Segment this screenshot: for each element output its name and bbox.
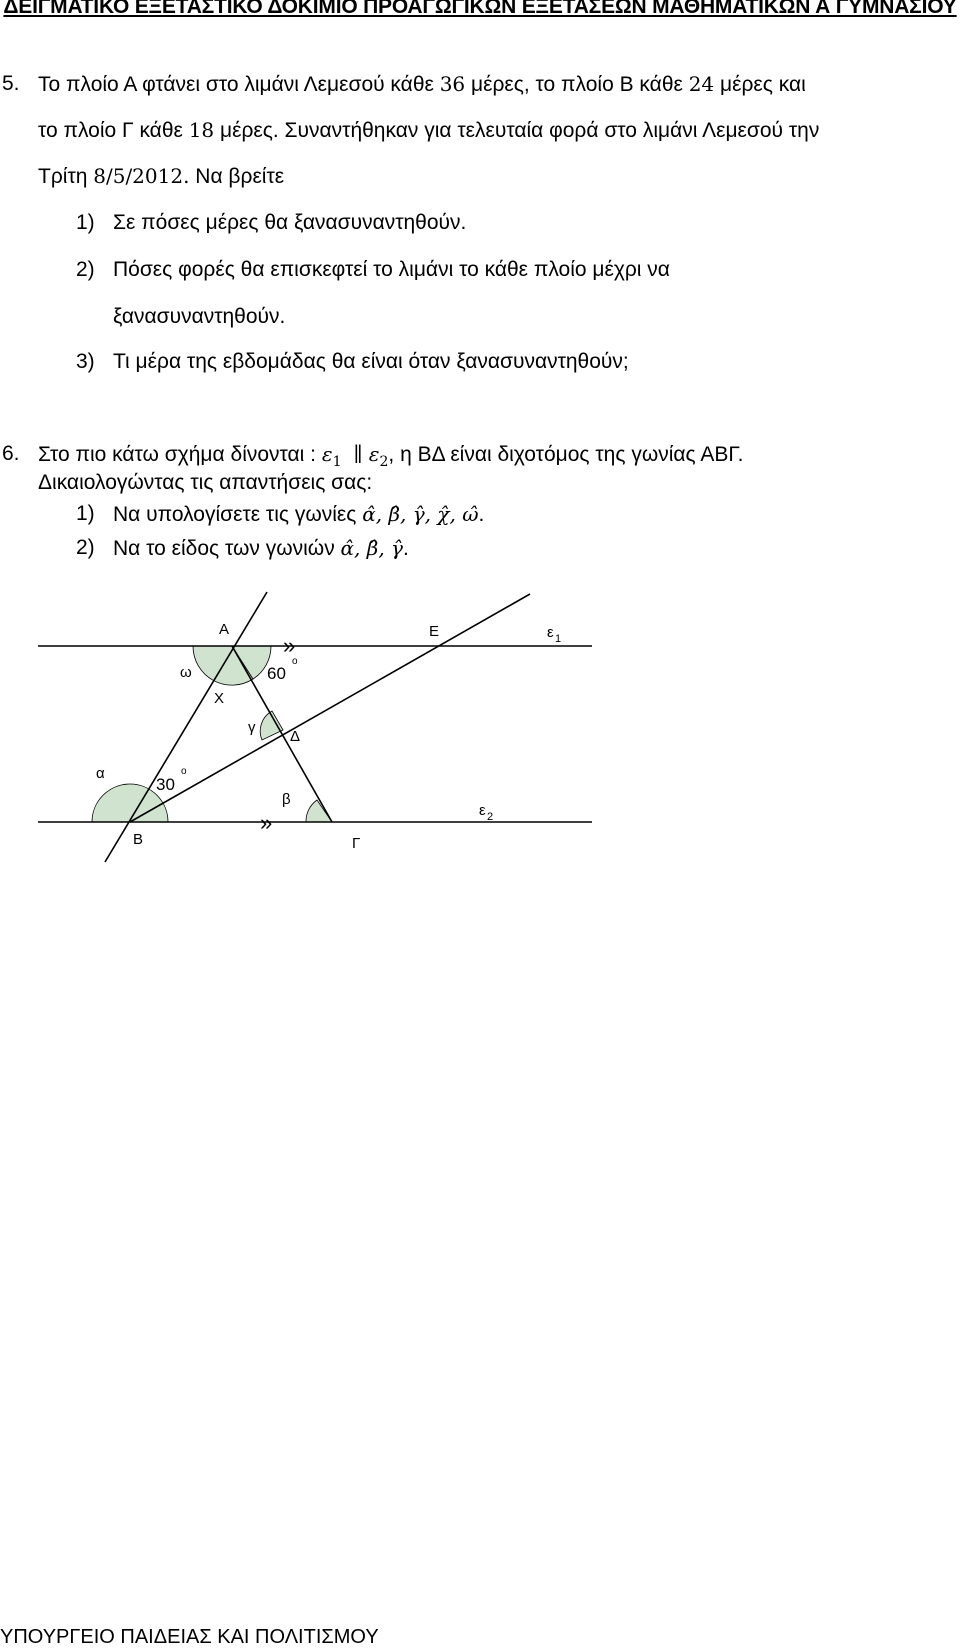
angle-sector-beta — [306, 800, 332, 822]
q6-item-1-number: 1) — [76, 502, 95, 525]
label-line-e1: ε — [547, 624, 554, 641]
q5-days-ship-g: 18 — [188, 118, 215, 142]
q6-parallel-symbol: ∥ — [353, 442, 363, 466]
q5-item-2-text: Πόσες φορές θα επισκεφτεί το λιμάνι το κάθε πλοίο μέχρι να — [113, 258, 670, 281]
label-line-e1-sub: 1 — [555, 633, 562, 645]
q6-item-2-angles: α̂, β̂, γ̂ — [340, 536, 403, 560]
label-point-G: Γ — [352, 835, 361, 852]
q5-line-2-text-a: το πλοίο Γ κάθε — [38, 119, 189, 142]
label-angle-omega: ω — [180, 664, 192, 681]
q5-item-1-number: 1) — [76, 211, 95, 234]
label-angle-alpha: α — [96, 765, 105, 782]
q6-item-1-end: . — [478, 503, 485, 526]
parallel-mark-top: » — [283, 633, 296, 658]
label-angle-60-degree: o — [292, 656, 298, 667]
q5-number: 5. — [2, 72, 20, 95]
q5-line-1-text-b: μέρες, το πλοίο Β κάθε — [465, 73, 689, 96]
q5-item-1-text: Σε πόσες μέρες θα ξανασυναντηθούν. — [113, 211, 467, 234]
q6-epsilon-2-sub: 2 — [379, 454, 389, 471]
q6-item-1-angles: α̂, β̂, γ̂, χ̂, ω̂ — [362, 502, 479, 526]
q5-line-1-text-c: μέρες και — [714, 73, 806, 96]
label-line-e2-sub: 2 — [487, 811, 494, 823]
q6-item-2-text-a: Να το είδος των γωνιών — [113, 537, 341, 560]
label-angle-beta: β — [282, 791, 291, 808]
footer-ministry: ΥΠΟΥΡΓΕΙΟ ΠΑΙΔΕΙΑΣ ΚΑΙ ΠΟΛΙΤΙΣΜΟΥ — [0, 1626, 379, 1648]
label-point-E: Ε — [429, 623, 440, 640]
q5-line-3-text-b: Να βρείτε — [189, 165, 285, 188]
label-angle-60: 60 — [267, 664, 286, 683]
line-BE — [130, 594, 530, 822]
q6-line-2: Δικαιολογώντας τις απαντήσεις σας: — [38, 471, 373, 494]
label-angle-gamma: γ — [248, 719, 256, 736]
label-point-A: Α — [219, 621, 230, 638]
q6-item-1-text-a: Να υπολογίσετε τις γωνίες — [113, 503, 363, 526]
label-point-D: Δ — [290, 728, 301, 745]
q6-line-1-text-b: , η ΒΔ είναι διχοτόμος της γωνίας ΑΒΓ. — [388, 443, 744, 466]
q5-item-2-text-cont: ξανασυναντηθούν. — [113, 305, 286, 328]
q6-epsilon-1: ε — [321, 442, 333, 466]
label-angle-30-degree: o — [181, 766, 187, 777]
q5-date: 8/5/2012. — [93, 164, 190, 188]
q5-days-ship-a: 36 — [439, 72, 466, 96]
q6-item-2-end: . — [402, 537, 409, 560]
label-line-e2: ε — [479, 802, 486, 819]
q5-item-3-text: Τι μέρα της εβδομάδας θα είναι όταν ξανασυναντηθούν; — [113, 350, 629, 373]
label-angle-30: 30 — [156, 775, 175, 794]
label-point-B: Β — [133, 831, 144, 848]
q5-days-ship-b: 24 — [688, 72, 715, 96]
q5-line-3-text-a: Τρίτη — [38, 165, 94, 188]
q5-item-3-number: 3) — [76, 350, 95, 373]
exam-header: ΔΕΙΓΜΑΤΙΚΟ ΕΞΕΤΑΣΤΙΚΟ ΔΟΚΙΜΙΟ ΠΡΟΑΓΩΓΙΚΩΝ ΕΞΕΤΑΣΕΩΝ ΜΑΘΗΜΑΤΙΚΩΝ Α ΓΥΜΝΑΣΙΟΥ — [3, 0, 957, 18]
label-angle-chi: Χ — [214, 690, 225, 707]
q5-line-1-text-a: Το πλοίο Α φτάνει στο λιμάνι Λεμεσού κάθε — [38, 73, 440, 96]
q5-item-2-number: 2) — [76, 258, 95, 281]
q6-epsilon-2: ε — [368, 442, 380, 466]
q6-item-2-number: 2) — [76, 536, 95, 559]
q6-epsilon-1-sub: 1 — [332, 454, 342, 471]
q6-number: 6. — [2, 442, 20, 465]
q6-line-1-text-a: Στο πιο κάτω σχήμα δίνονται : — [38, 443, 322, 466]
q5-line-2-text-b: μέρες. Συναντήθηκαν για τελευταία φορά στο λιμάνι Λεμεσού την — [214, 119, 820, 142]
parallel-mark-bottom: » — [260, 810, 273, 835]
